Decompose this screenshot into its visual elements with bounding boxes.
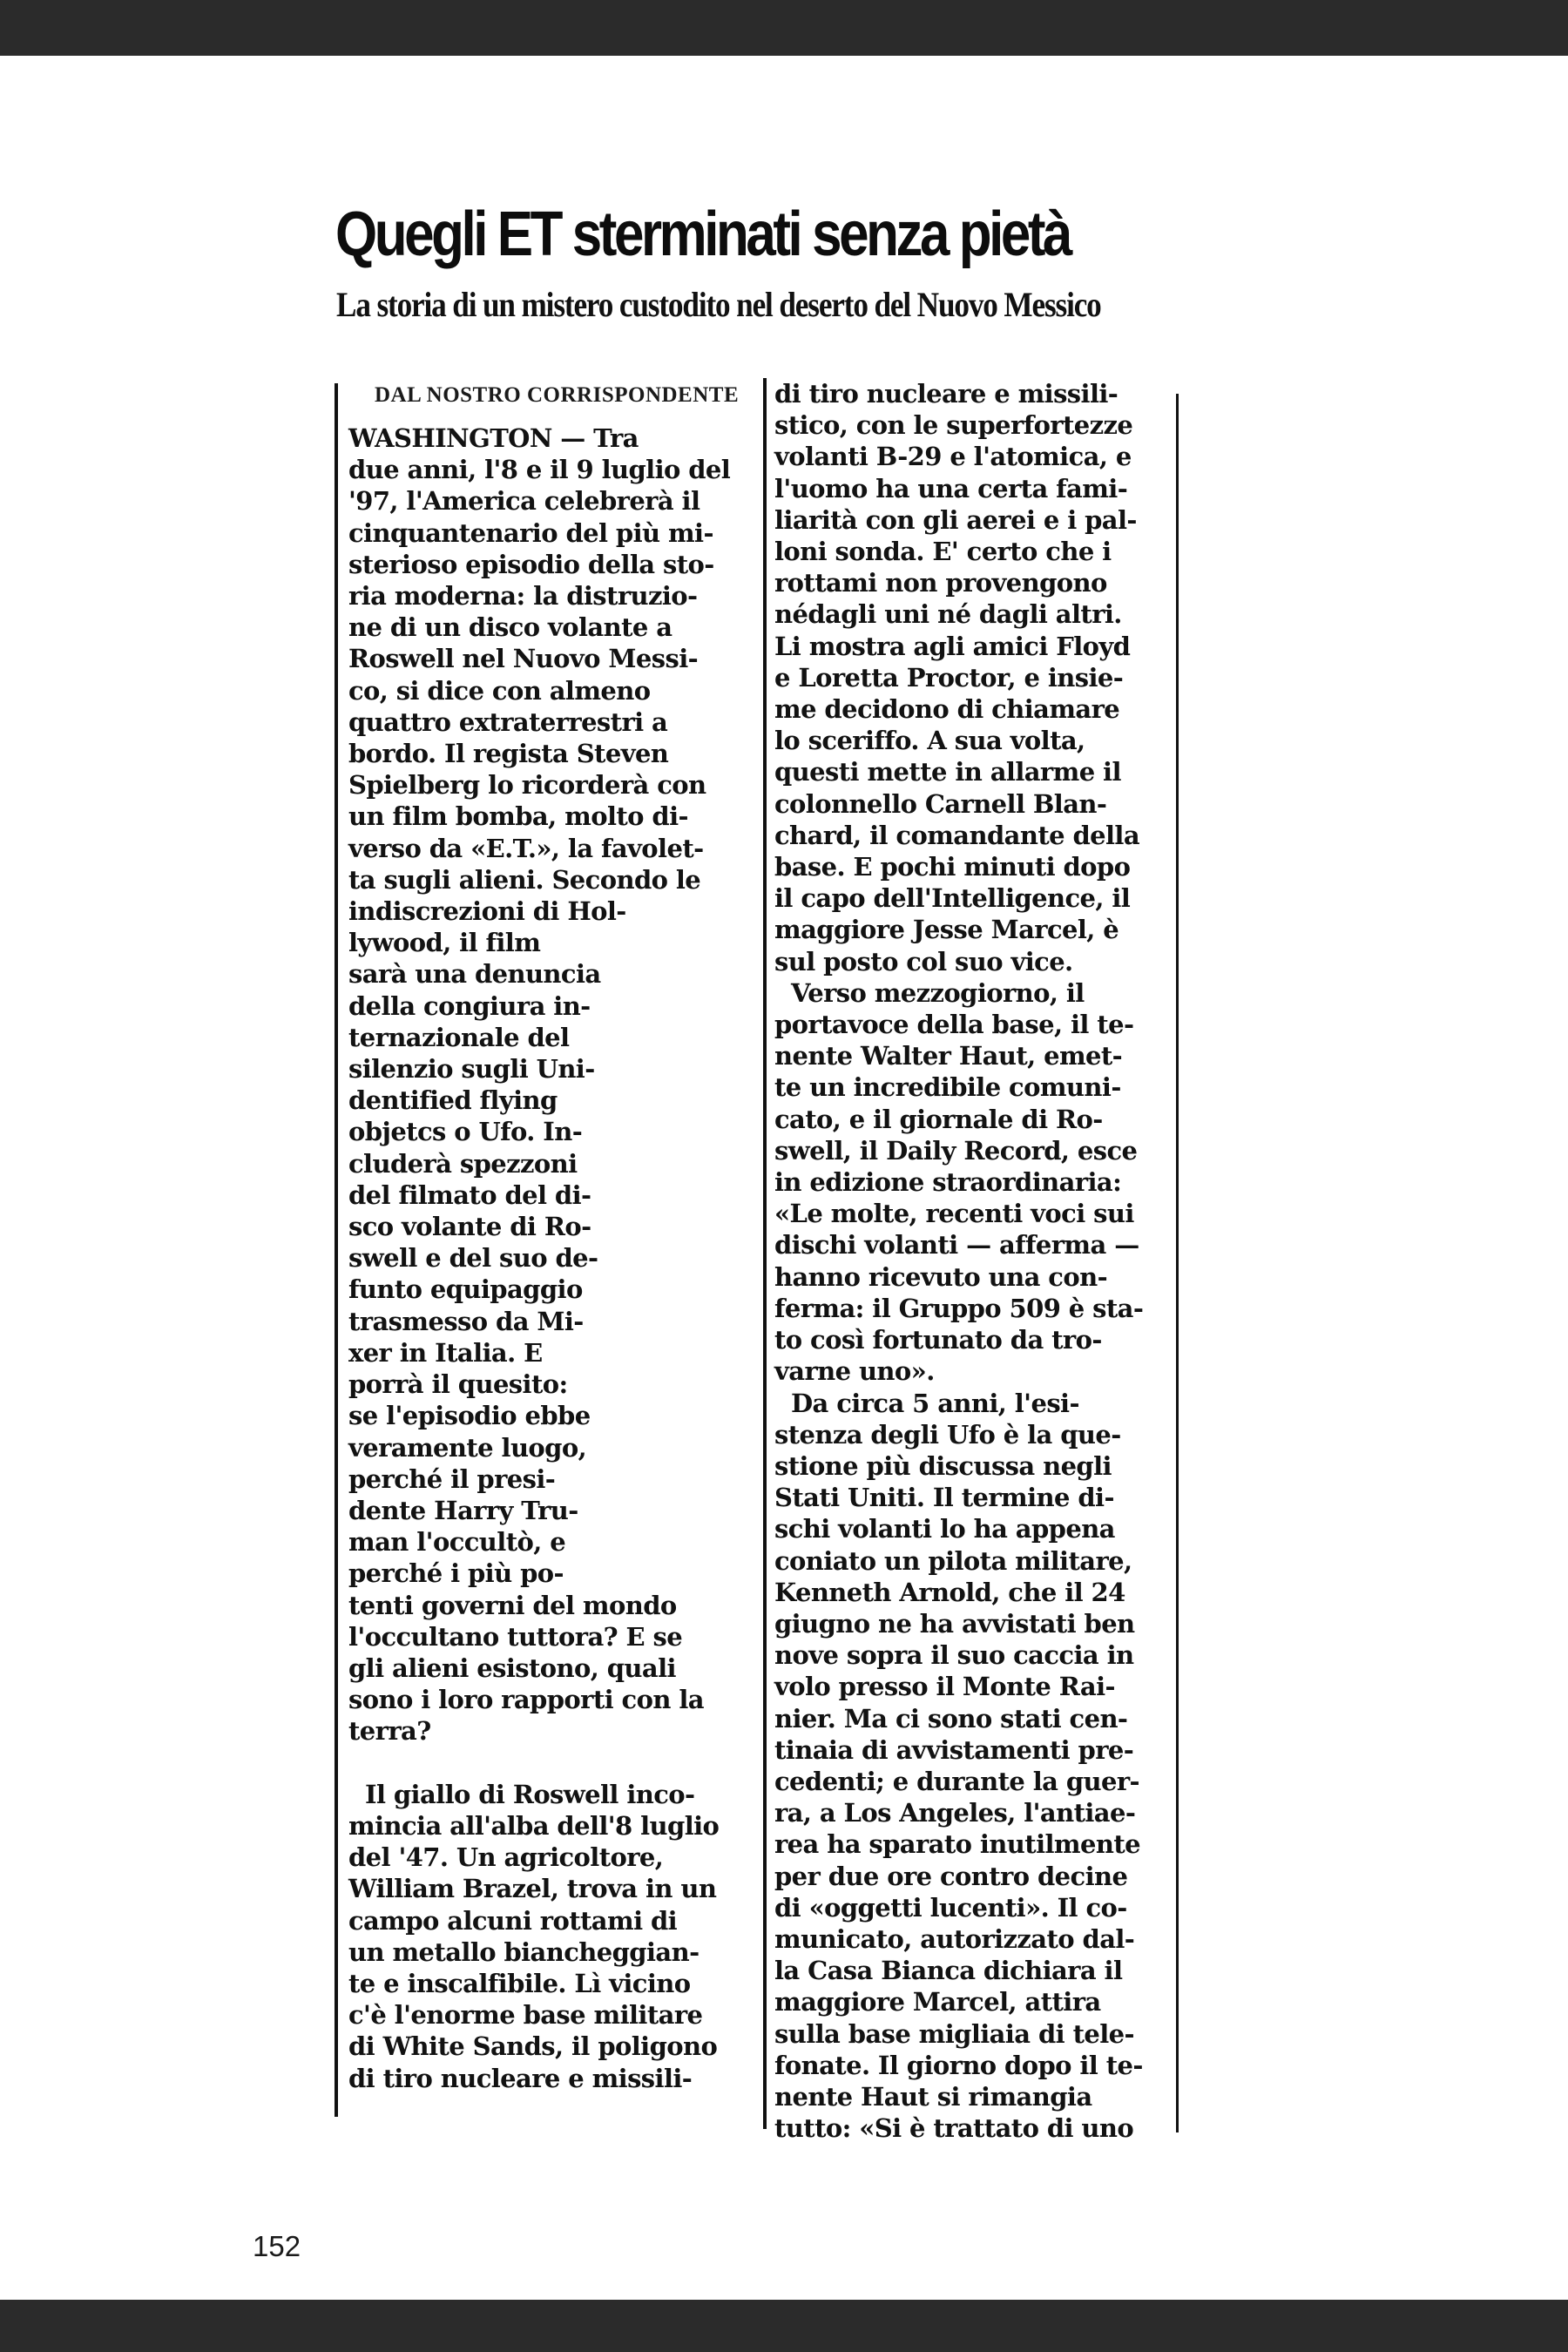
top-frame-bar (0, 0, 1568, 56)
column-rule-right (1176, 394, 1179, 2132)
bottom-frame-bar (0, 2300, 1568, 2352)
article-headline: Quegli ET sterminati senza pietà (335, 199, 1071, 269)
article-byline: DAL NOSTRO CORRISPONDENTE (375, 383, 740, 407)
article-column-left: WASHINGTON — Tra due anni, l'8 e il 9 luglio del '97, l'America celebrerà il cinquantenario del più mi- sterioso episodio della sto- ria moderna: la distruzio- ne di un disco volante a Roswell nel Nuovo Messi- co, si dice con almeno quattro extraterrestri a bordo. Il regista Steven Spielberg lo ricorderà con un film bomba, molto di- verso da «E.T.», la favolet- ta sugli alieni. Secondo le indiscrezioni di Hol- lywood, il film sarà una denuncia della congiura in- ternazionale del silenzio sugli Uni- dentified flying objetcs o Ufo. In- cluderà spezzoni del filmato del di- sco volante di Ro- swell e del suo de- funto equipaggio trasmesso da Mi- xer in Italia. E porrà il quesito: se l'episodio ebbe veramente luogo, perché il presi- dente Harry Tru- man l'occultò, e perché i più po- tenti governi del mondo l'occultano tuttora? E se gli alieni esistono, quali sono i loro rapporti con la terra? Il giallo di Roswell inco- mincia all'alba dell'8 luglio del '47. Un agricoltore, William Brazel, trova in un campo alcuni rottami di un metallo biancheggian- te e inscalfibile. Lì vicino c'è l'enorme base militare di White Sands, il poligono di tiro nucleare e missili- (348, 423, 731, 2093)
column-rule-left (335, 383, 338, 2117)
article-column-right: di tiro nucleare e missili- stico, con le superfortezze volanti B-29 e l'atomica, e l'uomo ha una certa fami- liarità con gli aerei e i pal- loni sonda. E' certo che i rottami non provengono nédagli uni né dagli altri. Li mostra agli amici Floyd e Loretta Proctor, e insie- me decidono di chiamare lo sceriffo. A sua volta, questi mette in allarme il colonnello Carnell Blan- chard, il comandante della base. E pochi minuti dopo il capo dell'Intelligence, il maggiore Jesse Marcel, è sul posto col suo vice. Verso mezzogiorno, il portavoce della base, il te- nente Walter Haut, emet- te un incredibile comuni- cato, e il giornale di Ro- swell, il Daily Record, esce in edizione straordinaria: «Le molte, recenti voci sui dischi volanti — afferma — hanno ricevuto una con- ferma: il Gruppo 509 è sta- to così fortunato da tro- varne uno». Da circa 5 anni, l'esi- stenza degli Ufo è la que- stione più discussa negli Stati Uniti. Il termine di- schi volanti lo ha appena coniato un pilota militare, Kenneth Arnold, che il 24 giugno ne ha avvistati ben nove sopra il suo caccia in volo presso il Monte Rai- nier. Ma ci sono stati cen- tinaia di avvistamenti pre- cedenti; e durante la guer- ra, a Los Angeles, l'antiae- rea ha sparato inutilmente per due ore contro decine di «oggetti lucenti». Il co- municato, autorizzato dal- la Casa Bianca dichiara il maggiore Marcel, attira sulla base migliaia di tele- fonate. Il giorno dopo il te- nente Haut si rimangia tutto: «Si è trattato di uno (774, 379, 1144, 2144)
article-subheadline: La storia di un mistero custodito nel deserto del Nuovo Messico (336, 285, 1101, 324)
column-rule-middle (763, 378, 767, 2129)
page-number: 152 (253, 2230, 301, 2262)
